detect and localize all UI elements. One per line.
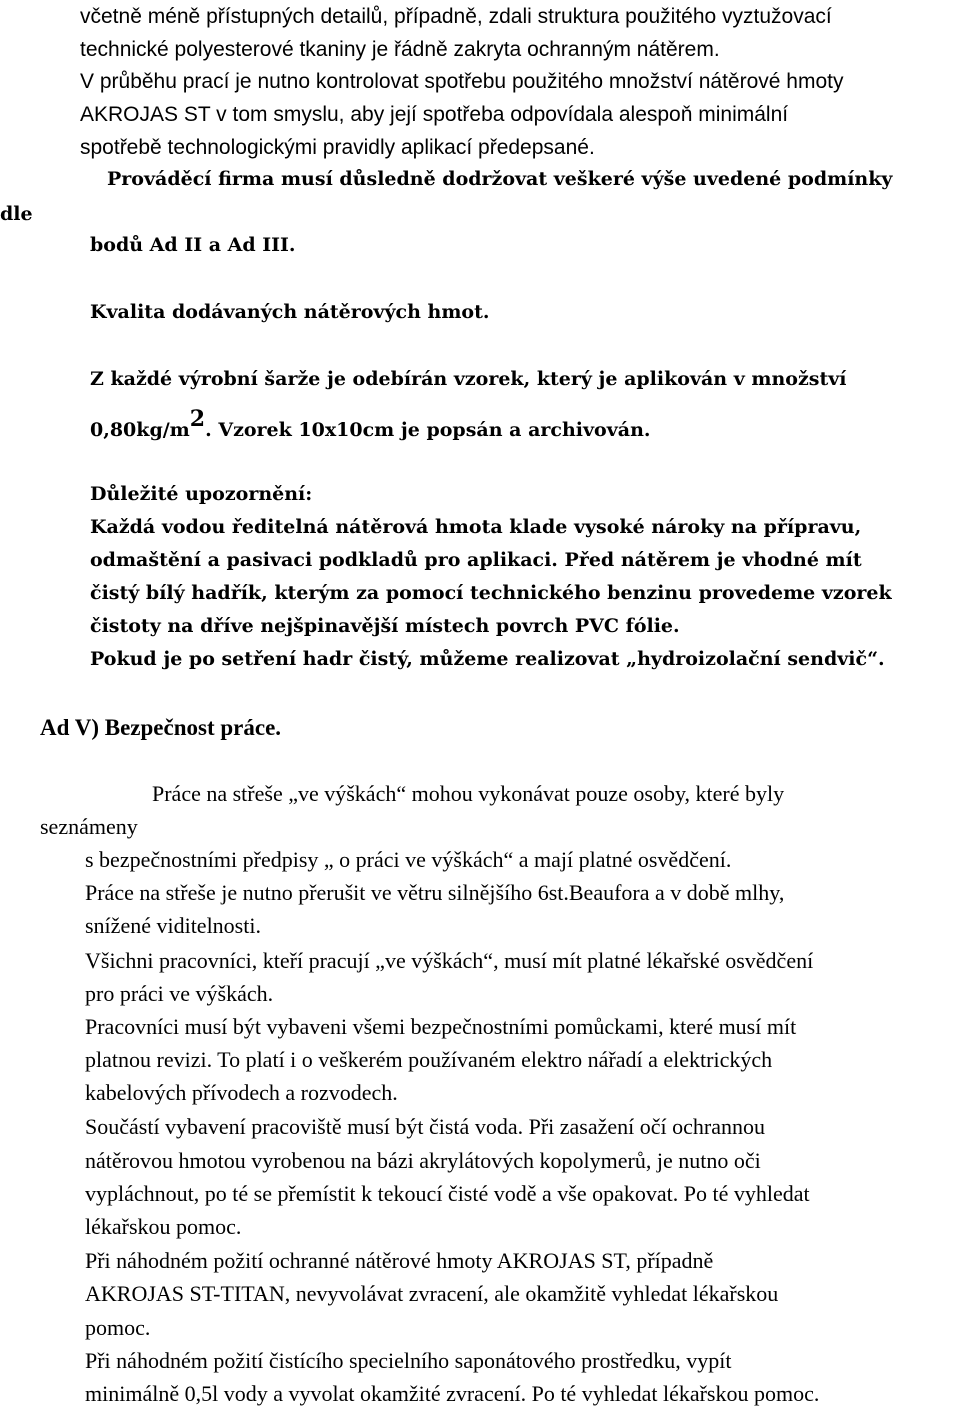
text-line: Každá vodou ředitelná nátěrová hmota klade vysoké nároky na přípravu,	[90, 516, 862, 538]
text-line: AKROJAS ST-TITAN, nevyvolávat zvracení, ale okamžitě vyhledat lékařskou	[85, 1281, 779, 1306]
text-line: Práce na střeše „ve výškách“ mohou vykonávat pouze osoby, které byly	[152, 781, 785, 806]
text-line: seznámeny	[40, 814, 138, 839]
text-line	[90, 406, 651, 441]
section-heading: Ad V) Bezpečnost práce.	[40, 715, 282, 740]
text-line: čistoty na dříve nejšpinavější místech povrch PVC fólie.	[90, 615, 680, 637]
text-line: Práce na střeše je nutno přerušit ve větru silnějšího 6st.Beaufora a v době mlhy,	[85, 880, 785, 905]
text-line: minimálně 0,5l vody a vyvolat okamžité zvracení. Po té vyhledat lékařskou pomoc.	[85, 1381, 820, 1406]
notice-heading: Důležité upozornění:	[90, 483, 313, 505]
text-line: Z každé výrobní šarže je odebírán vzorek, který je aplikován v množství	[90, 368, 847, 390]
text-line: pro práci ve výškách.	[85, 981, 274, 1006]
margin-word: dle	[0, 203, 33, 225]
section-heading: Kvalita dodávaných nátěrových hmot.	[90, 301, 490, 323]
quantity-value: 0,80kg/m	[90, 419, 190, 441]
text-line: snížené viditelnosti.	[85, 913, 261, 938]
text-line: včetně méně přístupných detailů, případně, zdali struktura použitého vyztužovací	[80, 5, 832, 28]
text-line: nátěrovou hmotou vyrobenou na bázi akrylátových kopolymerů, je nutno oči	[85, 1148, 761, 1173]
text-line: lékařskou pomoc.	[85, 1214, 242, 1239]
text-line: technické polyesterové tkaniny je řádně zakryta ochranným nátěrem.	[80, 38, 720, 61]
text-fragment: . Vzorek 10x10cm je popsán a archivován.	[205, 419, 651, 441]
text-line: Pokud je po setření hadr čistý, můžeme realizovat „hydroizolační sendvič“.	[90, 648, 885, 670]
text-line: bodů Ad II a Ad III.	[90, 234, 296, 256]
text-line: s bezpečnostními předpisy „ o práci ve výškách“ a mají platné osvědčení.	[85, 847, 732, 872]
text-line: Všichni pracovníci, kteří pracují „ve výškách“, musí mít platné lékařské osvědčení	[85, 948, 814, 973]
text-line: V průběhu prací je nutno kontrolovat spotřebu použitého množství nátěrové hmoty	[80, 70, 844, 93]
text-line: odmaštění a pasivaci podkladů pro aplikaci. Před nátěrem je vhodné mít	[90, 549, 862, 571]
text-line: vypláchnout, po té se přemístit k tekoucí čisté vodě a vše opakovat. Po té vyhledat	[85, 1181, 810, 1206]
text-line: Při náhodném požití ochranné nátěrové hmoty AKROJAS ST, případně	[85, 1248, 714, 1273]
text-line: Součástí vybavení pracoviště musí být čistá voda. Při zasažení očí ochrannou	[85, 1114, 765, 1139]
text-line: spotřebě technologickými pravidly aplikací předepsané.	[80, 136, 595, 159]
text-line: čistý bílý hadřík, kterým za pomocí technického benzinu provedeme vzorek	[90, 582, 892, 604]
text-line: Prováděcí firma musí důsledně dodržovat veškeré výše uvedené podmínky	[107, 168, 893, 190]
text-line: pomoc.	[85, 1315, 151, 1340]
superscript: 2	[189, 406, 206, 432]
text-line: Při náhodném požití čistícího specielního saponátového prostředku, vypít	[85, 1348, 732, 1373]
text-line: AKROJAS ST v tom smyslu, aby její spotřeba odpovídala alespoň minimální	[80, 103, 789, 126]
text-line: Pracovníci musí být vybaveni všemi bezpečnostními pomůckami, které musí mít	[85, 1014, 797, 1039]
text-line: kabelových přívodech a rozvodech.	[85, 1080, 398, 1105]
text-line: platnou revizi. To platí i o veškerém používaném elektro nářadí a elektrických	[85, 1047, 773, 1072]
